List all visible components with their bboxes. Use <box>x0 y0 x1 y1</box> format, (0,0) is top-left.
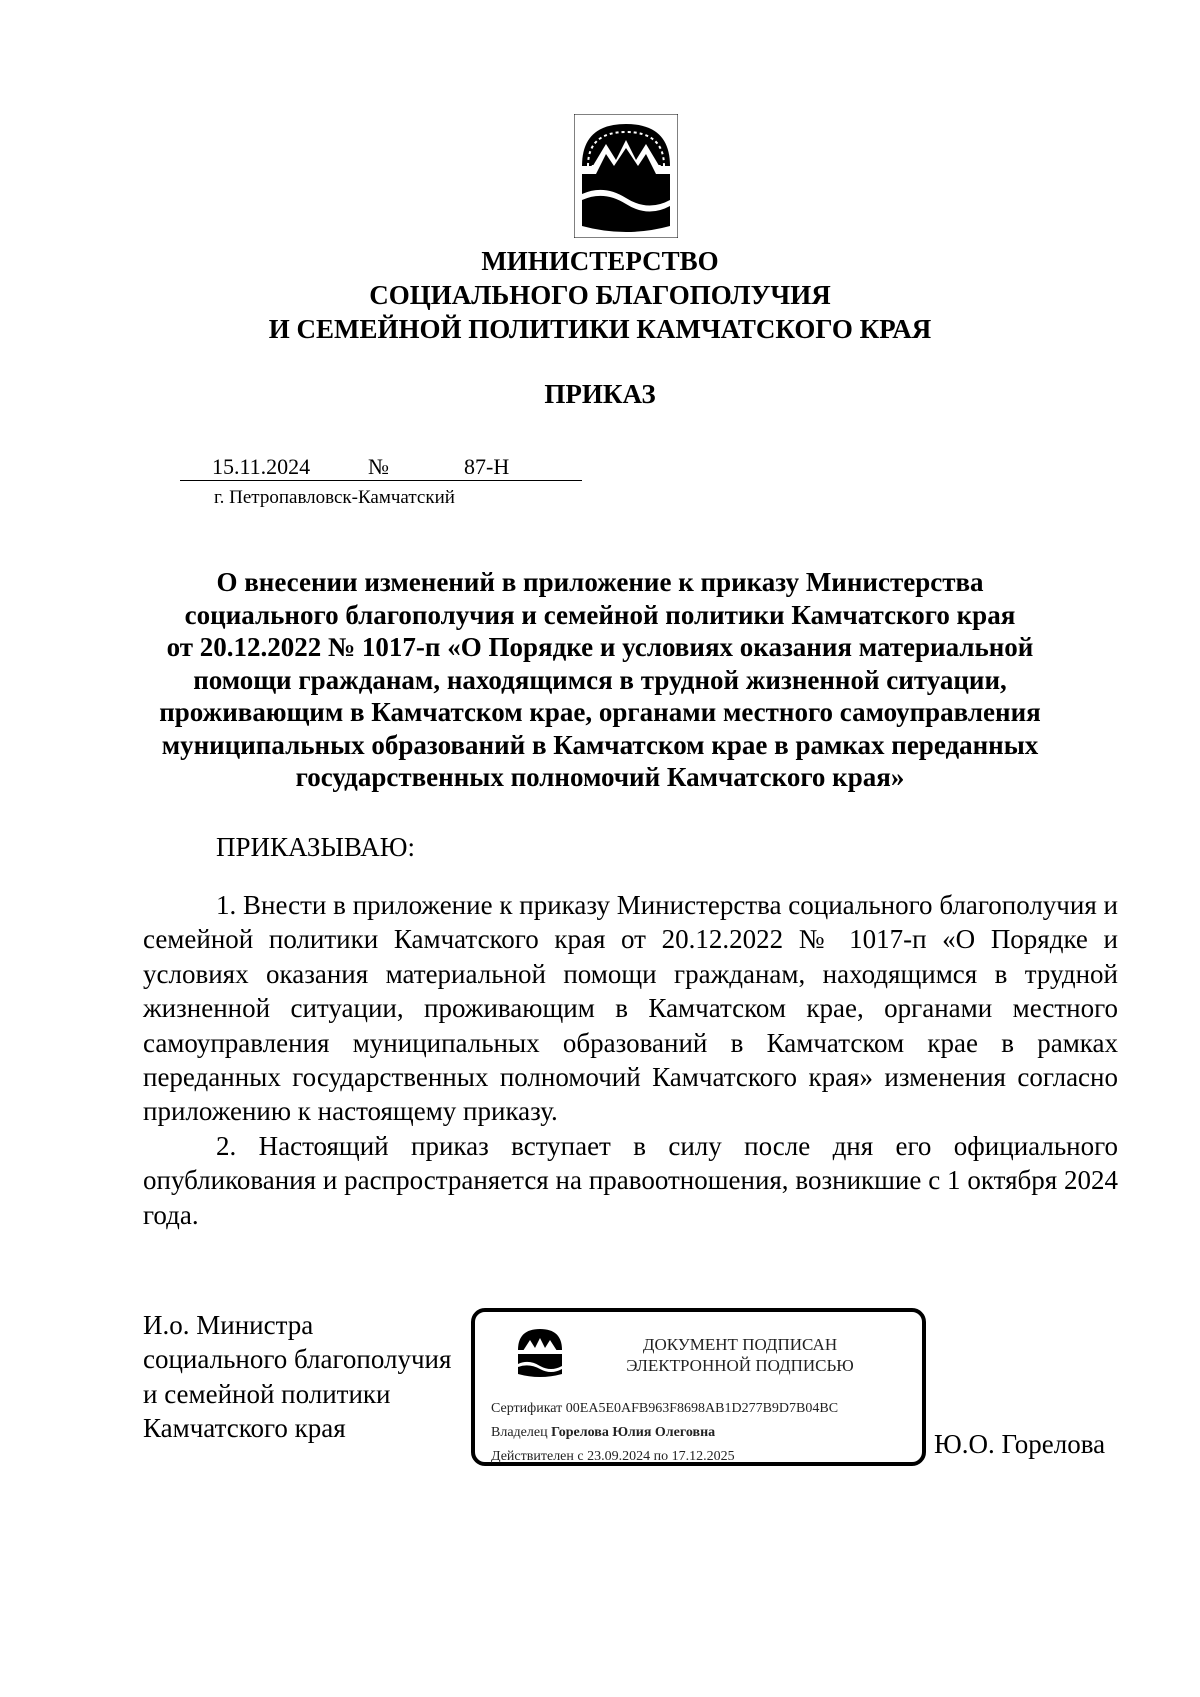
certificate-value: 00EA5E0AFB963F8698AB1D277B9D7B04BC <box>565 1401 839 1416</box>
subject-line: муниципальных образований в Камчатском крае в рамках переданных <box>161 729 1039 760</box>
valid-from: 23.09.2024 <box>587 1449 651 1464</box>
order-date: 15.11.2024 <box>212 454 311 479</box>
stamp-owner <box>491 1424 715 1442</box>
valid-label: Действителен <box>491 1449 574 1464</box>
subject-line: помощи гражданам, находящимся в трудной жизненной ситуации, <box>193 664 1007 695</box>
subject-line: О внесении изменений в приложение к приказу Министерства <box>216 567 984 597</box>
order-title: ПРИКАЗ <box>544 379 656 409</box>
stamp-validity <box>491 1448 735 1466</box>
ministry-line: И СЕМЕЙНОЙ ПОЛИТИКИ КАМЧАТСКОГО КРАЯ <box>268 314 932 344</box>
stamp-certificate <box>491 1400 838 1418</box>
paragraph-2: 2. Настоящий приказ вступает в силу после дня его официального опубликования и распространяется на правоотношения, возникшие с 1 октября 2024 года. <box>143 1130 1118 1230</box>
order-command: ПРИКАЗЫВАЮ: <box>216 832 415 862</box>
subject-line: от 20.12.2022 № 1017-п «О Порядке и условиях оказания материальной <box>166 632 1034 662</box>
ministry-name <box>200 244 1000 346</box>
signatory-name: Ю.О. Горелова <box>934 1429 1106 1459</box>
order-city: г. Петропавловск-Камчатский <box>214 487 455 508</box>
signer-line: и семейной политики <box>143 1378 391 1409</box>
kamchatka-coat-of-arms-icon <box>574 114 678 238</box>
stamp-heading-line: ДОКУМЕНТ ПОДПИСАН <box>642 1335 838 1354</box>
paragraph-1: 1. Внести в приложение к приказу Министерства социального благополучия и семейной политики Камчатского края от 20.12.2022 № 1017-п «О Порядке и условиях оказания материальной помощи гражданам, находящимся в трудной жизненной ситуации, проживающим в Камчатском крае, органами местного самоуправления муниципальных образований в Камчатском крае в рамках переданных государственных полномочий Камчатского края» изменения согласно приложению к настоящему приказу. <box>143 890 1118 1127</box>
electronic-signature-stamp <box>471 1308 926 1466</box>
number-sign: № <box>368 454 389 479</box>
valid-from-label: с <box>577 1449 584 1464</box>
signer-line: И.о. Министра <box>143 1310 314 1340</box>
order-number: 87-Н <box>464 454 510 479</box>
valid-to-label: по <box>653 1449 669 1464</box>
subject-line: социального благополучия и семейной политики Камчатского края <box>184 599 1016 630</box>
owner-label: Владелец <box>491 1425 548 1440</box>
certificate-label: Сертификат <box>491 1401 563 1416</box>
stamp-heading <box>575 1334 905 1376</box>
signer-line: Камчатского края <box>143 1413 346 1444</box>
signer-line: социального благополучия <box>143 1344 452 1375</box>
signer-position <box>143 1308 451 1446</box>
valid-to: 17.12.2025 <box>671 1449 735 1464</box>
order-subject <box>120 566 1080 794</box>
subject-line: проживающим в Камчатском крае, органами местного самоуправления <box>159 697 1041 727</box>
ministry-line: СОЦИАЛЬНОГО БЛАГОПОЛУЧИЯ <box>369 280 831 310</box>
order-date-number-line <box>180 454 582 481</box>
subject-line: государственных полномочий Камчатского края» <box>295 762 905 792</box>
ministry-line: МИНИСТЕРСТВО <box>481 246 719 276</box>
order-body <box>143 888 1118 1232</box>
owner-value: Горелова Юлия Олеговна <box>551 1425 716 1440</box>
kamchatka-coat-of-arms-icon <box>515 1326 565 1380</box>
stamp-heading-line: ЭЛЕКТРОННОЙ ПОДПИСЬЮ <box>626 1356 854 1375</box>
